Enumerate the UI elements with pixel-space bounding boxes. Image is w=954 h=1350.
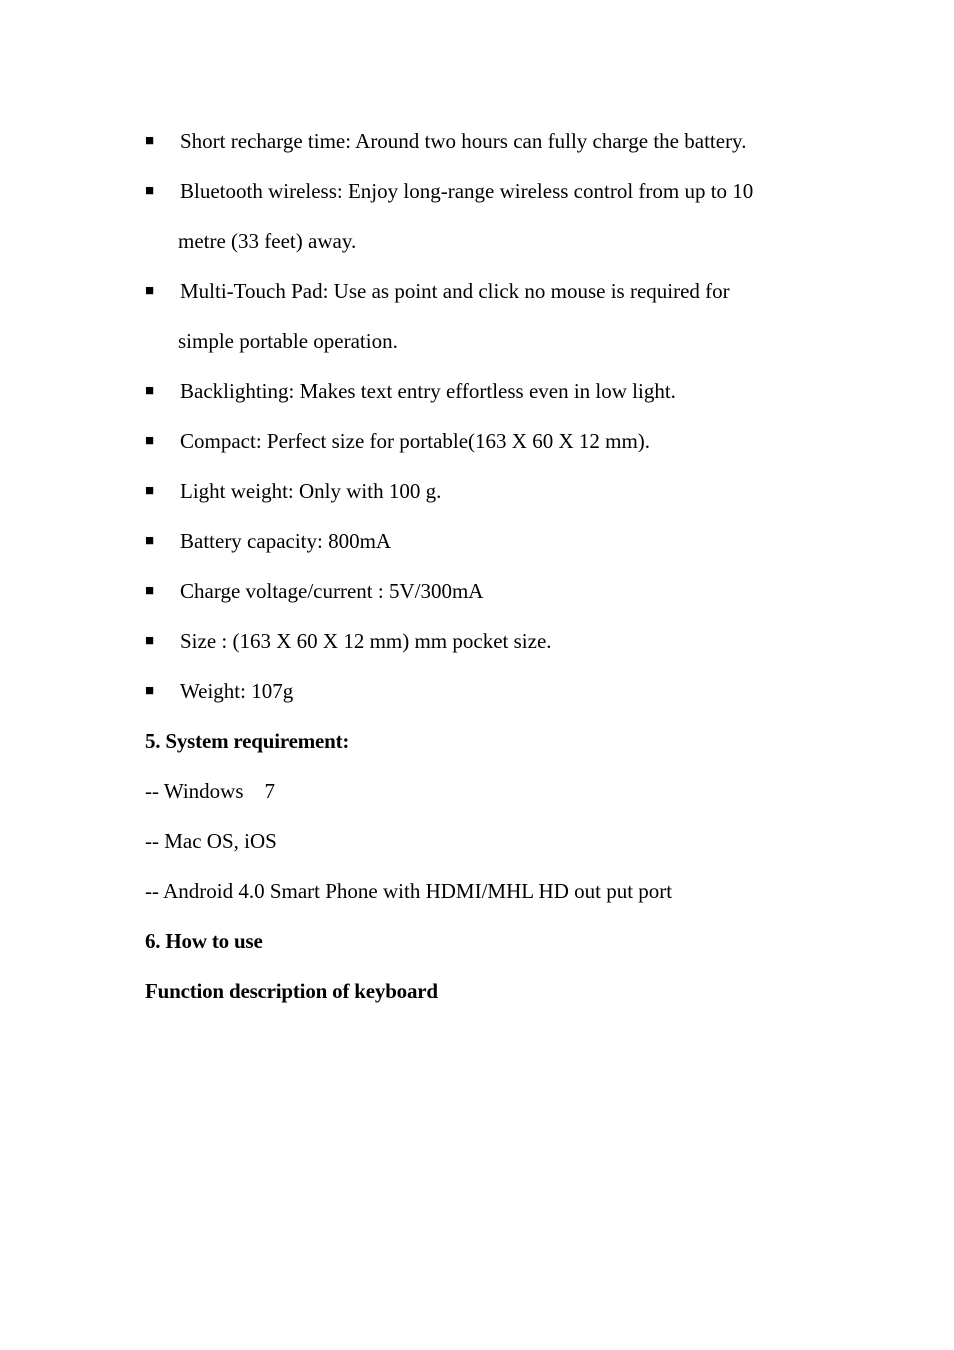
bullet-icon: ■: [145, 383, 155, 399]
subheading-keyboard-functions: Function description of keyboard: [145, 979, 438, 1003]
section-heading-system-requirement: 5. System requirement:: [145, 729, 350, 753]
feature-touch-pad: Multi-Touch Pad: Use as point and click no mouse is required for: [180, 279, 730, 303]
feature-charge-voltage: Charge voltage/current : 5V/300mA: [180, 579, 484, 603]
feature-bluetooth: Bluetooth wireless: Enjoy long-range wireless control from up to 10: [180, 179, 754, 203]
section-heading-how-to-use: 6. How to use: [145, 929, 263, 953]
bullet-icon: ■: [145, 683, 155, 699]
requirement-windows: -- Windows 7: [145, 779, 276, 803]
bullet-icon: ■: [145, 583, 155, 599]
bullet-icon: ■: [145, 433, 155, 449]
bullet-icon: ■: [145, 283, 155, 299]
feature-light-weight: Light weight: Only with 100 g.: [180, 479, 442, 503]
requirement-android: -- Android 4.0 Smart Phone with HDMI/MHL HD out put port: [145, 879, 673, 903]
bullet-icon: ■: [145, 183, 155, 199]
feature-backlighting: Backlighting: Makes text entry effortless even in low light.: [180, 379, 676, 403]
bullet-icon: ■: [145, 133, 155, 149]
requirement-mac-ios: -- Mac OS, iOS: [145, 829, 277, 853]
feature-touch-pad-continued: simple portable operation.: [178, 329, 398, 353]
feature-weight: Weight: 107g: [180, 679, 294, 703]
feature-recharge-time: Short recharge time: Around two hours can fully charge the battery.: [180, 129, 747, 153]
bullet-icon: ■: [145, 483, 155, 499]
feature-size: Size : (163 X 60 X 12 mm) mm pocket size.: [180, 629, 552, 653]
feature-compact: Compact: Perfect size for portable(163 X 60 X 12 mm).: [180, 429, 651, 453]
bullet-icon: ■: [145, 533, 155, 549]
feature-bluetooth-continued: metre (33 feet) away.: [178, 229, 357, 253]
bullet-icon: ■: [145, 633, 155, 649]
feature-battery-capacity: Battery capacity: 800mA: [180, 529, 392, 553]
